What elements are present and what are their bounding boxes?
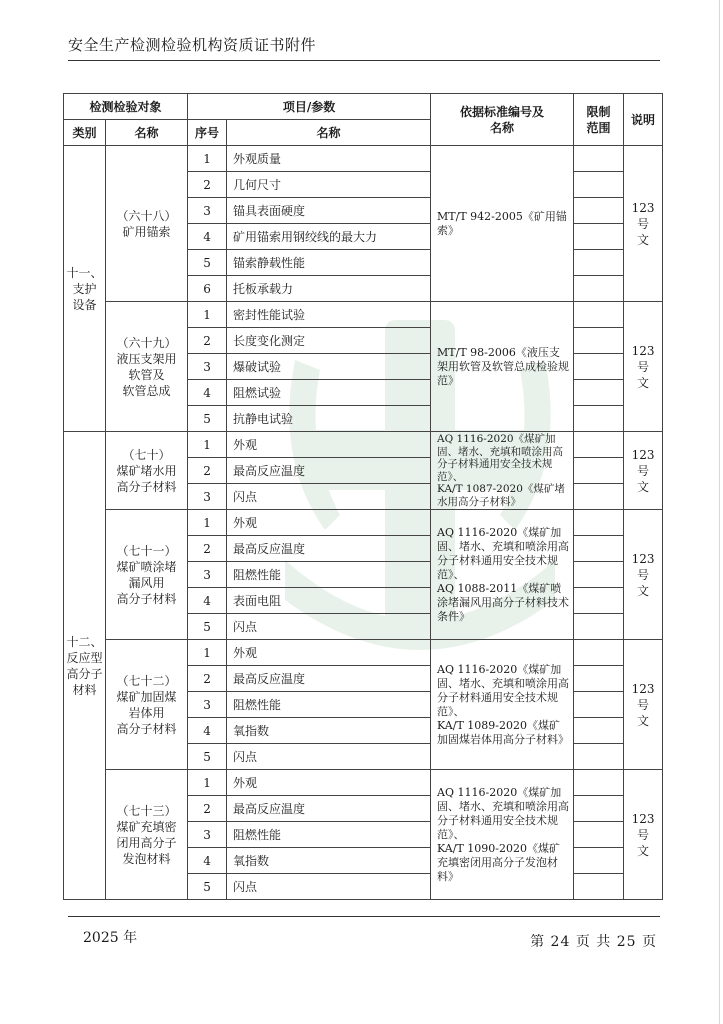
limit-cell	[574, 536, 624, 562]
item-number: 1	[188, 146, 227, 172]
item-number: 3	[188, 484, 227, 510]
item-number: 2	[188, 666, 227, 692]
item-name: 锚具表面硬度	[227, 198, 431, 224]
limit-cell	[574, 692, 624, 718]
item-number: 3	[188, 822, 227, 848]
item-name: 锚索静载性能	[227, 250, 431, 276]
item-name: 外观质量	[227, 146, 431, 172]
item-number: 4	[188, 588, 227, 614]
footer-page-number: 第 24 页 共 25 页	[530, 934, 657, 950]
object-name-cell: （七十一） 煤矿喷涂堵 漏风用 高分子材料	[106, 510, 188, 640]
item-name: 最高反应温度	[227, 458, 431, 484]
item-name: 阻燃性能	[227, 692, 431, 718]
item-name: 表面电阻	[227, 588, 431, 614]
header-divider	[68, 60, 660, 61]
item-name: 闪点	[227, 744, 431, 770]
header-item-group: 项目/参数	[188, 94, 431, 120]
note-cell: 123 号 文	[624, 770, 663, 900]
header-note: 说明	[624, 94, 663, 146]
header-limit: 限制 范围	[574, 94, 624, 146]
limit-cell	[574, 224, 624, 250]
standard-cell: AQ 1116-2020《煤矿加固、堵水、充填和喷涂用高分子材料通用安全技术规范》、 KA/T 1089-2020《煤矿加固煤岩体用高分子材料》	[431, 640, 574, 770]
item-number: 3	[188, 692, 227, 718]
limit-cell	[574, 640, 624, 666]
item-number: 4	[188, 718, 227, 744]
item-name: 抗静电试验	[227, 406, 431, 432]
limit-cell	[574, 822, 624, 848]
item-number: 4	[188, 380, 227, 406]
item-name: 最高反应温度	[227, 666, 431, 692]
header-object-group: 检测检验对象	[64, 94, 188, 120]
item-number: 1	[188, 640, 227, 666]
item-number: 2	[188, 536, 227, 562]
document-header-title: 安全生产检测检验机构资质证书附件	[68, 36, 317, 54]
item-name: 外观	[227, 770, 431, 796]
limit-cell	[574, 406, 624, 432]
item-name: 外观	[227, 640, 431, 666]
header-item-name: 名称	[227, 120, 431, 146]
limit-cell	[574, 666, 624, 692]
item-number: 2	[188, 458, 227, 484]
item-name: 闪点	[227, 614, 431, 640]
limit-cell	[574, 770, 624, 796]
limit-cell	[574, 328, 624, 354]
limit-cell	[574, 458, 624, 484]
header-object-name: 名称	[106, 120, 188, 146]
limit-cell	[574, 146, 624, 172]
item-number: 5	[188, 614, 227, 640]
limit-cell	[574, 432, 624, 458]
item-number: 5	[188, 744, 227, 770]
item-name: 外观	[227, 432, 431, 458]
page-edge-line	[719, 0, 720, 1024]
object-name-cell: （六十八） 矿用锚索	[106, 146, 188, 302]
limit-cell	[574, 562, 624, 588]
item-name: 矿用锚索用钢绞线的最大力	[227, 224, 431, 250]
limit-cell	[574, 796, 624, 822]
item-name: 外观	[227, 510, 431, 536]
item-name: 长度变化测定	[227, 328, 431, 354]
item-number: 2	[188, 796, 227, 822]
item-name: 最高反应温度	[227, 796, 431, 822]
footer-divider	[68, 916, 660, 917]
item-name: 阻燃试验	[227, 380, 431, 406]
limit-cell	[574, 510, 624, 536]
standard-cell: AQ 1116-2020《煤矿加固、堵水、充填和喷涂用高分子材料通用安全技术规范》、 KA/T 1090-2020《煤矿充填密闭用高分子发泡材料》	[431, 770, 574, 900]
item-number: 3	[188, 354, 227, 380]
item-number: 5	[188, 406, 227, 432]
item-number: 5	[188, 874, 227, 900]
limit-cell	[574, 614, 624, 640]
object-name-cell: （七十二） 煤矿加固煤 岩体用 高分子材料	[106, 640, 188, 770]
limit-cell	[574, 354, 624, 380]
item-number: 2	[188, 172, 227, 198]
limit-cell	[574, 848, 624, 874]
footer-year: 2025 年	[83, 930, 138, 946]
item-number: 1	[188, 432, 227, 458]
qualification-scope-table	[63, 93, 663, 900]
item-number: 1	[188, 770, 227, 796]
note-cell: 123 号 文	[624, 432, 663, 510]
note-cell: 123 号 文	[624, 510, 663, 640]
header-seq: 序号	[188, 120, 227, 146]
standard-cell: AQ 1116-2020《煤矿加固、堵水、充填和喷涂用高分子材料通用安全技术规范》、 AQ 1088-2011《煤矿喷涂堵漏风用高分子材料技术条件》	[431, 510, 574, 640]
item-name: 爆破试验	[227, 354, 431, 380]
limit-cell	[574, 198, 624, 224]
limit-cell	[574, 380, 624, 406]
item-name: 几何尺寸	[227, 172, 431, 198]
object-name-cell: （六十九） 液压支架用 软管及 软管总成	[106, 302, 188, 432]
item-number: 4	[188, 848, 227, 874]
category-cell: 十二、 反应型 高分子 材料	[64, 432, 106, 900]
header-category: 类别	[64, 120, 106, 146]
limit-cell	[574, 744, 624, 770]
standard-cell: MT/T 942-2005《矿用锚索》	[431, 146, 574, 302]
item-name: 阻燃性能	[227, 822, 431, 848]
object-name-cell: （七十） 煤矿堵水用 高分子材料	[106, 432, 188, 510]
item-name: 密封性能试验	[227, 302, 431, 328]
note-cell: 123 号 文	[624, 302, 663, 432]
item-name: 托板承载力	[227, 276, 431, 302]
item-name: 氧指数	[227, 718, 431, 744]
item-name: 氧指数	[227, 848, 431, 874]
item-number: 1	[188, 510, 227, 536]
item-number: 3	[188, 562, 227, 588]
limit-cell	[574, 250, 624, 276]
item-name: 阻燃性能	[227, 562, 431, 588]
item-name: 闪点	[227, 874, 431, 900]
note-cell: 123 号 文	[624, 146, 663, 302]
item-number: 2	[188, 328, 227, 354]
item-number: 6	[188, 276, 227, 302]
item-name: 最高反应温度	[227, 536, 431, 562]
limit-cell	[574, 172, 624, 198]
limit-cell	[574, 302, 624, 328]
item-number: 5	[188, 250, 227, 276]
limit-cell	[574, 484, 624, 510]
note-cell: 123 号 文	[624, 640, 663, 770]
header-standard: 依据标准编号及 名称	[431, 94, 574, 146]
standard-cell: MT/T 98-2006《液压支架用软管及软管总成检验规范》	[431, 302, 574, 432]
item-number: 1	[188, 302, 227, 328]
limit-cell	[574, 718, 624, 744]
item-number: 3	[188, 198, 227, 224]
limit-cell	[574, 874, 624, 900]
standard-cell: AQ 1116-2020《煤矿加固、堵水、充填和喷涂用高分子材料通用安全技术规范》、 KA/T 1087-2020《煤矿堵水用高分子材料》	[431, 432, 574, 510]
limit-cell	[574, 276, 624, 302]
item-number: 4	[188, 224, 227, 250]
category-cell: 十一、 支护 设备	[64, 146, 106, 432]
object-name-cell: （七十三） 煤矿充填密 闭用高分子 发泡材料	[106, 770, 188, 900]
limit-cell	[574, 588, 624, 614]
item-name: 闪点	[227, 484, 431, 510]
